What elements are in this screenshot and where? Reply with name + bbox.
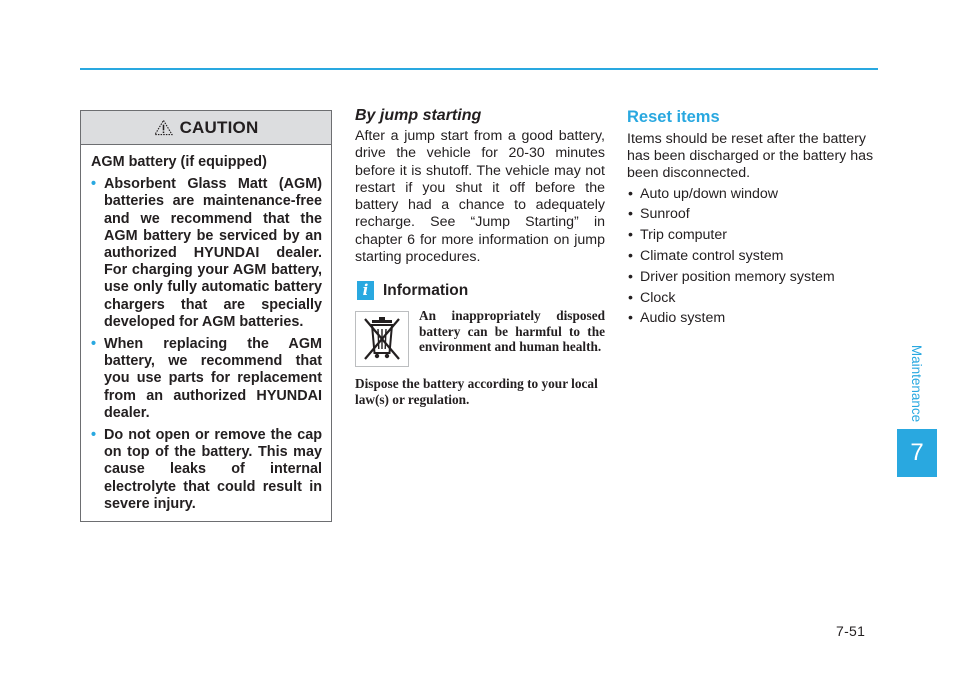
list-item bbox=[627, 204, 882, 225]
chapter-tab: 7 bbox=[897, 429, 937, 477]
bullet-icon: • bbox=[91, 427, 97, 444]
list-item-text: Sunroof bbox=[640, 206, 690, 223]
list-item-text: Auto up/down window bbox=[640, 185, 779, 202]
bullet-icon: • bbox=[91, 336, 97, 353]
section-label bbox=[907, 340, 927, 426]
caution-item-text: Do not open or remove the cap on top of the battery. This may cause leaks of internal electrolyte that could result in severe injury. bbox=[104, 427, 322, 512]
reset-items-intro: Items should be reset after the battery has been discharged or the battery has been disconnected. bbox=[627, 131, 874, 182]
information-text-dispose: Dispose the battery according to your local law(s) or regulation. bbox=[355, 376, 598, 407]
list-item-text: Driver position memory system bbox=[640, 268, 835, 285]
jump-start-heading: By jump starting bbox=[355, 107, 482, 124]
caution-item bbox=[91, 336, 322, 422]
information-text-harmful: An inappropriately disposed battery can be harmful to the environment and human health. bbox=[419, 308, 605, 354]
list-item bbox=[627, 267, 882, 288]
information-label: Information bbox=[383, 281, 469, 299]
caution-body bbox=[81, 145, 331, 513]
info-icon: i bbox=[357, 281, 374, 300]
crossed-out-bin-icon bbox=[355, 311, 409, 367]
warning-triangle-icon bbox=[154, 119, 173, 136]
list-item bbox=[627, 288, 882, 309]
caution-item bbox=[91, 176, 322, 331]
jump-start-section bbox=[355, 107, 605, 266]
jump-start-text: After a jump start from a good battery, drive the vehicle for 20-30 minutes before it is shutoff. The vehicle may not restart if you shut it off before the battery had a chance to adequately recharge. See “Jump Starting” in chapter 6 for more information on jump starting procedures. bbox=[355, 128, 605, 266]
header-rule bbox=[80, 68, 878, 70]
reset-items-heading: Reset items bbox=[627, 108, 720, 126]
caution-item-text: Absorbent Glass Matt (AGM) batteries are maintenance-free and we recommend that the AGM battery be serviced by an authorized HYUNDAI dealer. For charging your AGM battery, use only fully automatic battery chargers that are specially developed for AGM batteries. bbox=[104, 176, 322, 330]
page-number: 7-51 bbox=[836, 623, 866, 639]
reset-items-section bbox=[627, 108, 882, 329]
bullet-icon: • bbox=[628, 248, 633, 264]
bullet-icon: • bbox=[628, 227, 633, 244]
list-item-text: Trip computer bbox=[640, 227, 727, 244]
list-item-text: Clock bbox=[640, 289, 676, 306]
caution-item-text: When replacing the AGM battery, we recommend that you use parts for replacement from an authorized HYUNDAI dealer. bbox=[104, 336, 322, 421]
list-item-text: Climate control system bbox=[640, 248, 784, 264]
caution-list bbox=[91, 176, 322, 513]
list-item-text: Audio system bbox=[640, 310, 726, 327]
bullet-icon: • bbox=[628, 268, 633, 285]
section-label-text: Maintenance bbox=[909, 344, 925, 422]
list-item bbox=[627, 308, 882, 329]
caution-header bbox=[81, 111, 331, 145]
bullet-icon: • bbox=[628, 185, 633, 202]
bullet-icon: • bbox=[91, 176, 97, 193]
bullet-icon: • bbox=[628, 289, 633, 306]
caution-subtitle: AGM battery (if equipped) bbox=[91, 154, 267, 170]
reset-items-list bbox=[627, 184, 882, 330]
list-item bbox=[627, 184, 882, 205]
caution-title: CAUTION bbox=[179, 117, 259, 137]
caution-box bbox=[80, 110, 332, 522]
list-item bbox=[627, 225, 882, 246]
caution-item bbox=[91, 427, 322, 513]
bullet-icon: • bbox=[628, 310, 633, 327]
list-item bbox=[627, 246, 882, 267]
information-header bbox=[357, 281, 468, 300]
bullet-icon: • bbox=[628, 206, 633, 223]
